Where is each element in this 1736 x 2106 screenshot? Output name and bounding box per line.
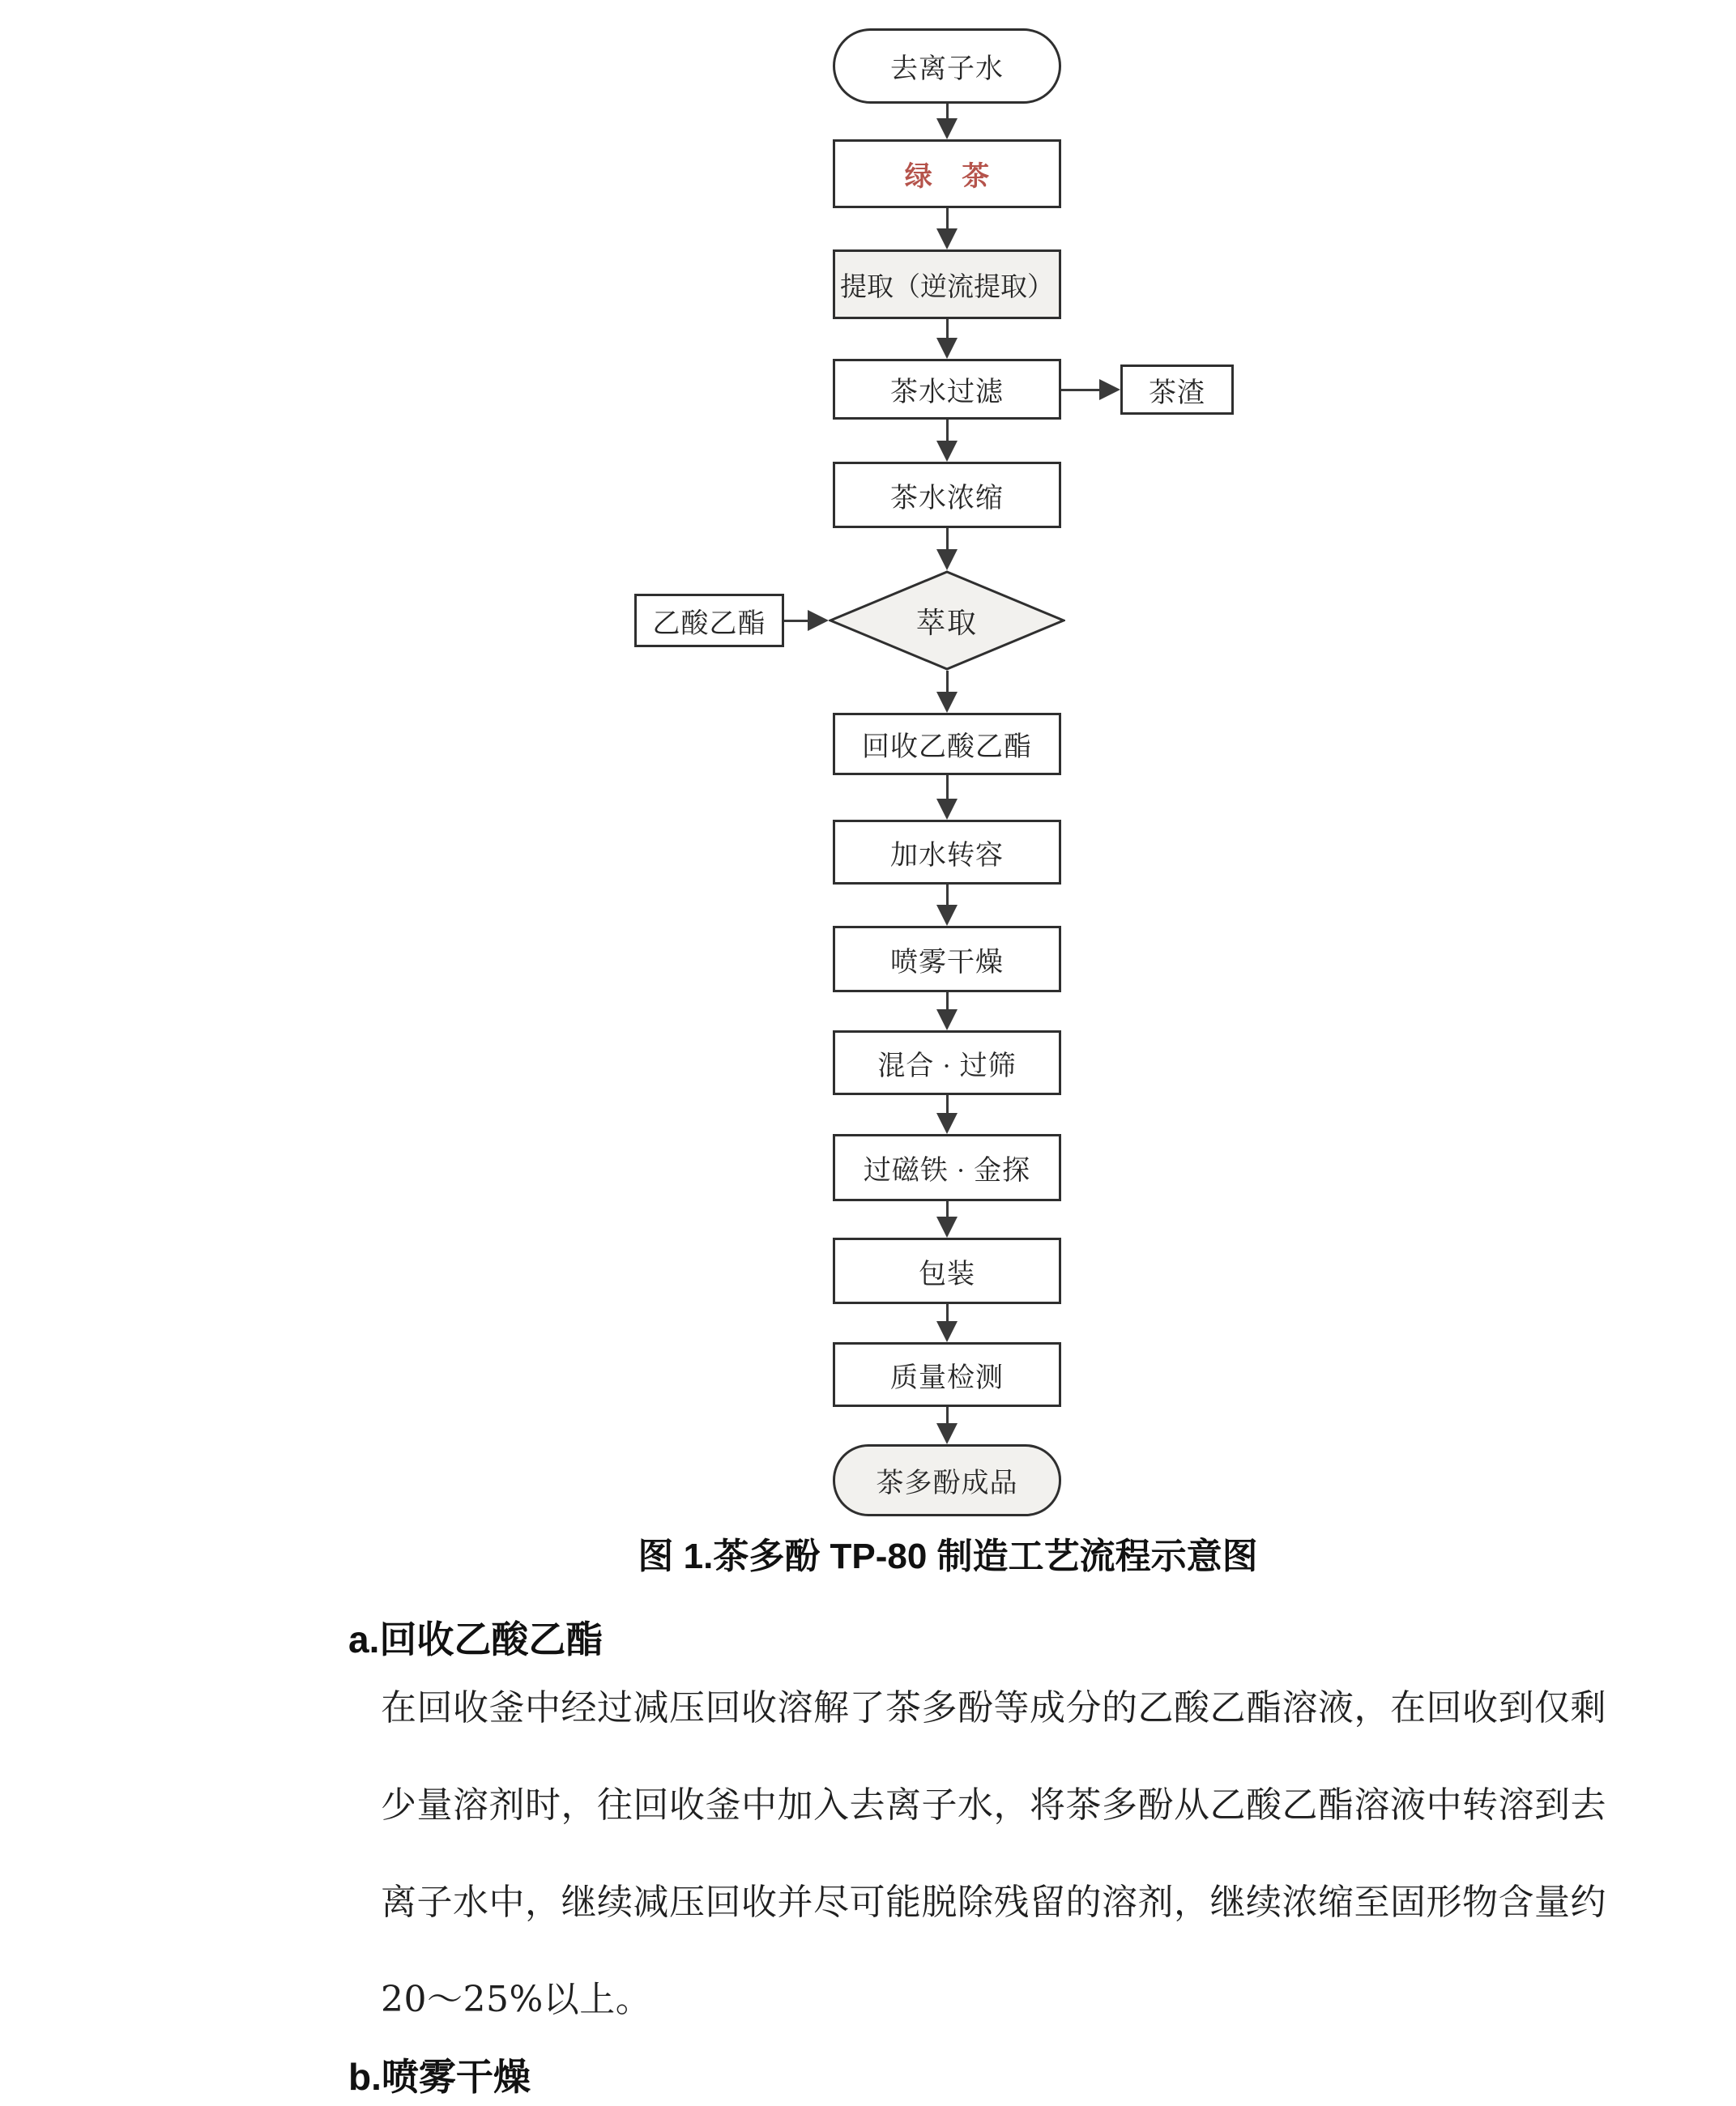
arrow-stem: [946, 420, 949, 441]
arrow-extraction-to-recover: [936, 671, 958, 713]
arrow-stem: [946, 1095, 949, 1113]
arrow-stem: [946, 775, 949, 799]
arrow-head-icon: [936, 692, 958, 713]
arrow-add-water-to-spray-dry: [936, 885, 958, 926]
arrow-head-icon: [808, 610, 829, 631]
arrow-stem: [946, 885, 949, 905]
arrow-stem: [946, 104, 949, 118]
arrow-head-icon: [936, 228, 958, 249]
flow-node-ethyl-acetate: 乙酸乙酯: [634, 594, 784, 647]
flow-node-mix-sieve: 混合 · 过筛: [833, 1030, 1061, 1095]
flow-node-extraction-countercurrent: 提取（逆流提取）: [833, 249, 1061, 319]
flow-node-quality-inspection: 质量检测: [833, 1342, 1061, 1407]
arrow-stem: [946, 1407, 949, 1423]
arrow-stem: [946, 528, 949, 549]
arrow-head-icon: [936, 1423, 958, 1444]
arrow-stem: [946, 1304, 949, 1321]
paragraph-line: 20～25%以上。: [381, 1979, 652, 2020]
arrow-stem: [946, 671, 949, 692]
arrow-extract-to-filter: [936, 319, 958, 359]
arrow-concentrate-to-extraction: [936, 528, 958, 570]
arrow-head-icon: [936, 441, 958, 462]
arrow-quality-to-finished: [936, 1407, 958, 1444]
arrow-head-icon: [936, 1113, 958, 1134]
flow-node-tea-water-filtration: 茶水过滤: [833, 359, 1061, 420]
flow-node-magnet-metal-detector: 过磁铁 · 金探: [833, 1134, 1061, 1201]
arrow-stem: [784, 620, 808, 622]
flow-node-packaging: 包装: [833, 1238, 1061, 1304]
arrow-head-icon: [936, 338, 958, 359]
flow-node-solvent-extraction-label: 萃取: [915, 606, 978, 639]
flow-node-green-tea-label: 绿 茶: [904, 162, 1001, 192]
flow-node-tea-water-concentration: 茶水浓缩: [833, 462, 1061, 528]
arrow-ethyl-acetate-to-extraction: [784, 610, 829, 631]
paragraph-line: 少量溶剂时，往回收釜中加入去离子水，将茶多酚从乙酸乙酯溶液中转溶到去: [381, 1784, 1606, 1826]
arrow-magnet-to-packaging: [936, 1201, 958, 1238]
arrow-stem: [946, 319, 949, 338]
arrow-spray-dry-to-mix-sieve: [936, 992, 958, 1030]
arrow-start-to-green-tea: [936, 104, 958, 139]
arrow-stem: [946, 1201, 949, 1217]
arrow-head-icon: [936, 1217, 958, 1238]
arrow-recover-to-add-water: [936, 775, 958, 820]
flow-node-solvent-extraction-decision: [829, 570, 1065, 671]
flow-node-recover-ethyl-acetate: 回收乙酸乙酯: [833, 713, 1061, 775]
paragraph-line: 离子水中，继续减压回收并尽可能脱除残留的溶剂，继续浓缩至固形物含量约: [381, 1882, 1606, 1923]
arrow-head-icon: [936, 1009, 958, 1030]
arrow-head-icon: [936, 118, 958, 139]
arrow-head-icon: [936, 1321, 958, 1342]
arrow-stem: [946, 208, 949, 228]
section-heading-b: b.喷雾干燥: [348, 2056, 531, 2098]
flow-node-green-tea: [833, 139, 1061, 208]
flow-node-spray-drying: 喷雾干燥: [833, 926, 1061, 992]
arrow-filter-to-concentrate: [936, 420, 958, 462]
paragraph-line: 在回收釜中经过减压回收溶解了茶多酚等成分的乙酸乙酯溶液，在回收到仅剩: [381, 1687, 1606, 1729]
flow-node-add-water-transfer: 加水转容: [833, 820, 1061, 885]
flow-node-finished-product: 茶多酚成品: [833, 1444, 1061, 1516]
arrow-packaging-to-quality: [936, 1304, 958, 1342]
arrow-stem: [946, 992, 949, 1009]
arrow-head-icon: [1099, 379, 1120, 400]
section-heading-a: a.回收乙酸乙酯: [348, 1618, 604, 1660]
arrow-head-icon: [936, 549, 958, 570]
figure-caption: 图 1.茶多酚 TP-80 制造工艺流程示意图: [638, 1537, 1258, 1576]
arrow-head-icon: [936, 799, 958, 820]
flow-node-start-deionized-water: 去离子水: [833, 28, 1061, 104]
arrow-filter-to-residue: [1061, 379, 1120, 400]
arrow-mix-sieve-to-magnet: [936, 1095, 958, 1134]
arrow-head-icon: [936, 905, 958, 926]
arrow-green-tea-to-extract: [936, 208, 958, 249]
flow-node-tea-residue: 茶渣: [1120, 364, 1234, 415]
arrow-stem: [1061, 389, 1099, 391]
